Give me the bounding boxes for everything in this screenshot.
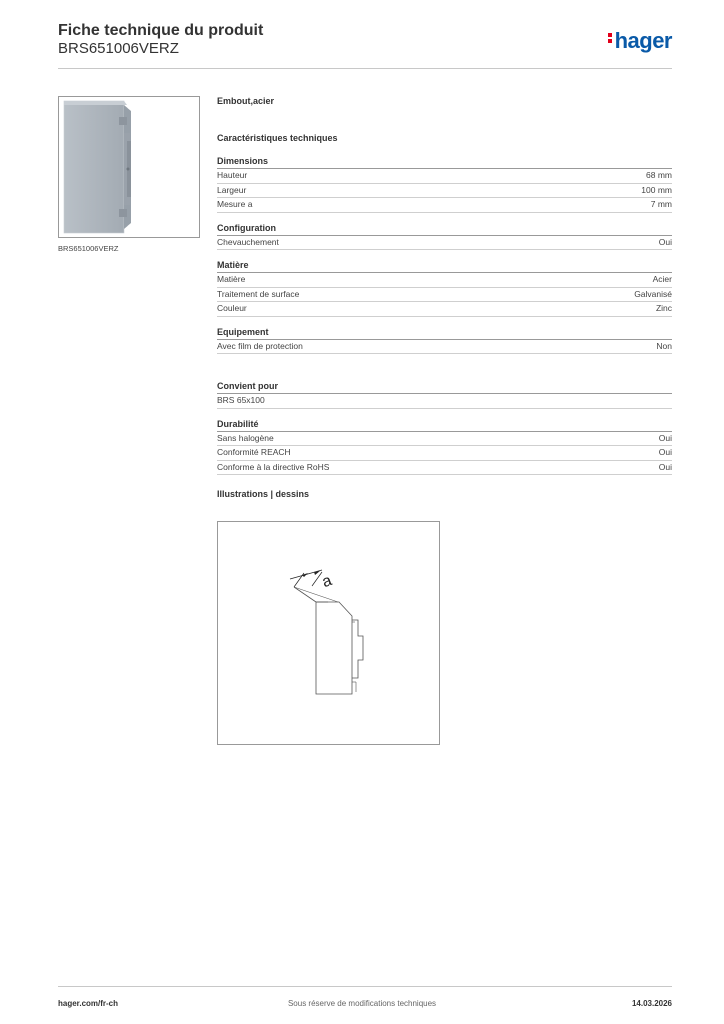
spec-value: Oui — [658, 236, 672, 247]
spec-row — [217, 461, 672, 476]
spec-label: Hauteur — [217, 170, 248, 180]
section-title: Caractéristiques techniques — [217, 133, 338, 143]
group-convient — [217, 381, 672, 409]
spec-label: BRS 65x100 — [217, 395, 265, 405]
spec-value: 100 mm — [641, 184, 672, 195]
group-configuration — [217, 223, 672, 251]
spec-value: Acier — [652, 274, 672, 284]
group-matiere — [217, 260, 672, 317]
spec-row — [217, 432, 672, 447]
group-equipement — [217, 327, 672, 355]
spec-label: Avec film de protection — [217, 340, 303, 351]
header-divider — [58, 68, 672, 69]
product-thumbnail — [58, 96, 200, 238]
spec-value: 7 mm — [650, 199, 672, 209]
dimension-drawing-icon — [218, 522, 439, 744]
footer-date: 14.03.2026 — [631, 999, 672, 1008]
specification-content — [217, 96, 672, 499]
footer-notice: Sous réserve de modifications techniques — [287, 999, 437, 1008]
end-cap-product-icon — [59, 97, 199, 237]
spec-row — [217, 236, 672, 251]
spec-label: Conforme à la directive RoHS — [217, 461, 330, 472]
group-title: Configuration — [217, 223, 672, 236]
spec-value: Oui — [658, 447, 672, 457]
spec-label: Traitement de surface — [217, 288, 300, 299]
group-dimensions — [217, 156, 672, 213]
group-title: Convient pour — [217, 381, 672, 394]
spec-row — [217, 394, 672, 409]
spec-row — [217, 302, 672, 317]
group-durabilite — [217, 419, 672, 476]
group-title: Matière — [217, 260, 672, 273]
group-title: Dimensions — [217, 156, 672, 169]
spec-value: Oui — [658, 432, 672, 443]
spec-row — [217, 446, 672, 461]
product-name: Embout,acier — [217, 96, 275, 106]
spec-label: Largeur — [217, 184, 247, 195]
thumbnail-caption: BRS651006VERZ — [58, 244, 119, 253]
spec-label: Sans halogène — [217, 432, 274, 443]
spec-value: 68 mm — [646, 170, 672, 180]
logo-text: hager — [614, 28, 672, 53]
footer-website: hager.com/fr-ch — [58, 999, 119, 1008]
spec-value: Non — [656, 340, 672, 351]
spec-row — [217, 273, 672, 288]
spec-row — [217, 198, 672, 213]
spec-label: Mesure a — [217, 199, 253, 209]
product-reference: BRS651006VERZ — [58, 40, 179, 57]
spec-value: Zinc — [655, 303, 672, 313]
group-title: Durabilité — [217, 419, 672, 432]
spec-row — [217, 184, 672, 199]
spec-label: Couleur — [217, 303, 247, 313]
section-spacer — [217, 364, 672, 381]
dimension-label: a — [319, 572, 335, 592]
spec-label: Conformité REACH — [217, 447, 291, 457]
document-title: Fiche technique du produit — [58, 22, 264, 39]
spec-label: Chevauchement — [217, 236, 279, 247]
illustrations-title: Illustrations | dessins — [217, 489, 310, 499]
spec-value: Oui — [658, 461, 672, 472]
hager-logo — [608, 28, 672, 54]
spec-label: Matière — [217, 274, 246, 284]
spec-value: Galvanisé — [634, 288, 672, 299]
group-title: Equipement — [217, 327, 672, 340]
spec-row — [217, 288, 672, 303]
footer-divider — [58, 986, 672, 987]
logo-dots-icon — [608, 31, 612, 45]
technical-drawing — [217, 521, 440, 745]
spec-row — [217, 169, 672, 184]
spec-row — [217, 340, 672, 355]
